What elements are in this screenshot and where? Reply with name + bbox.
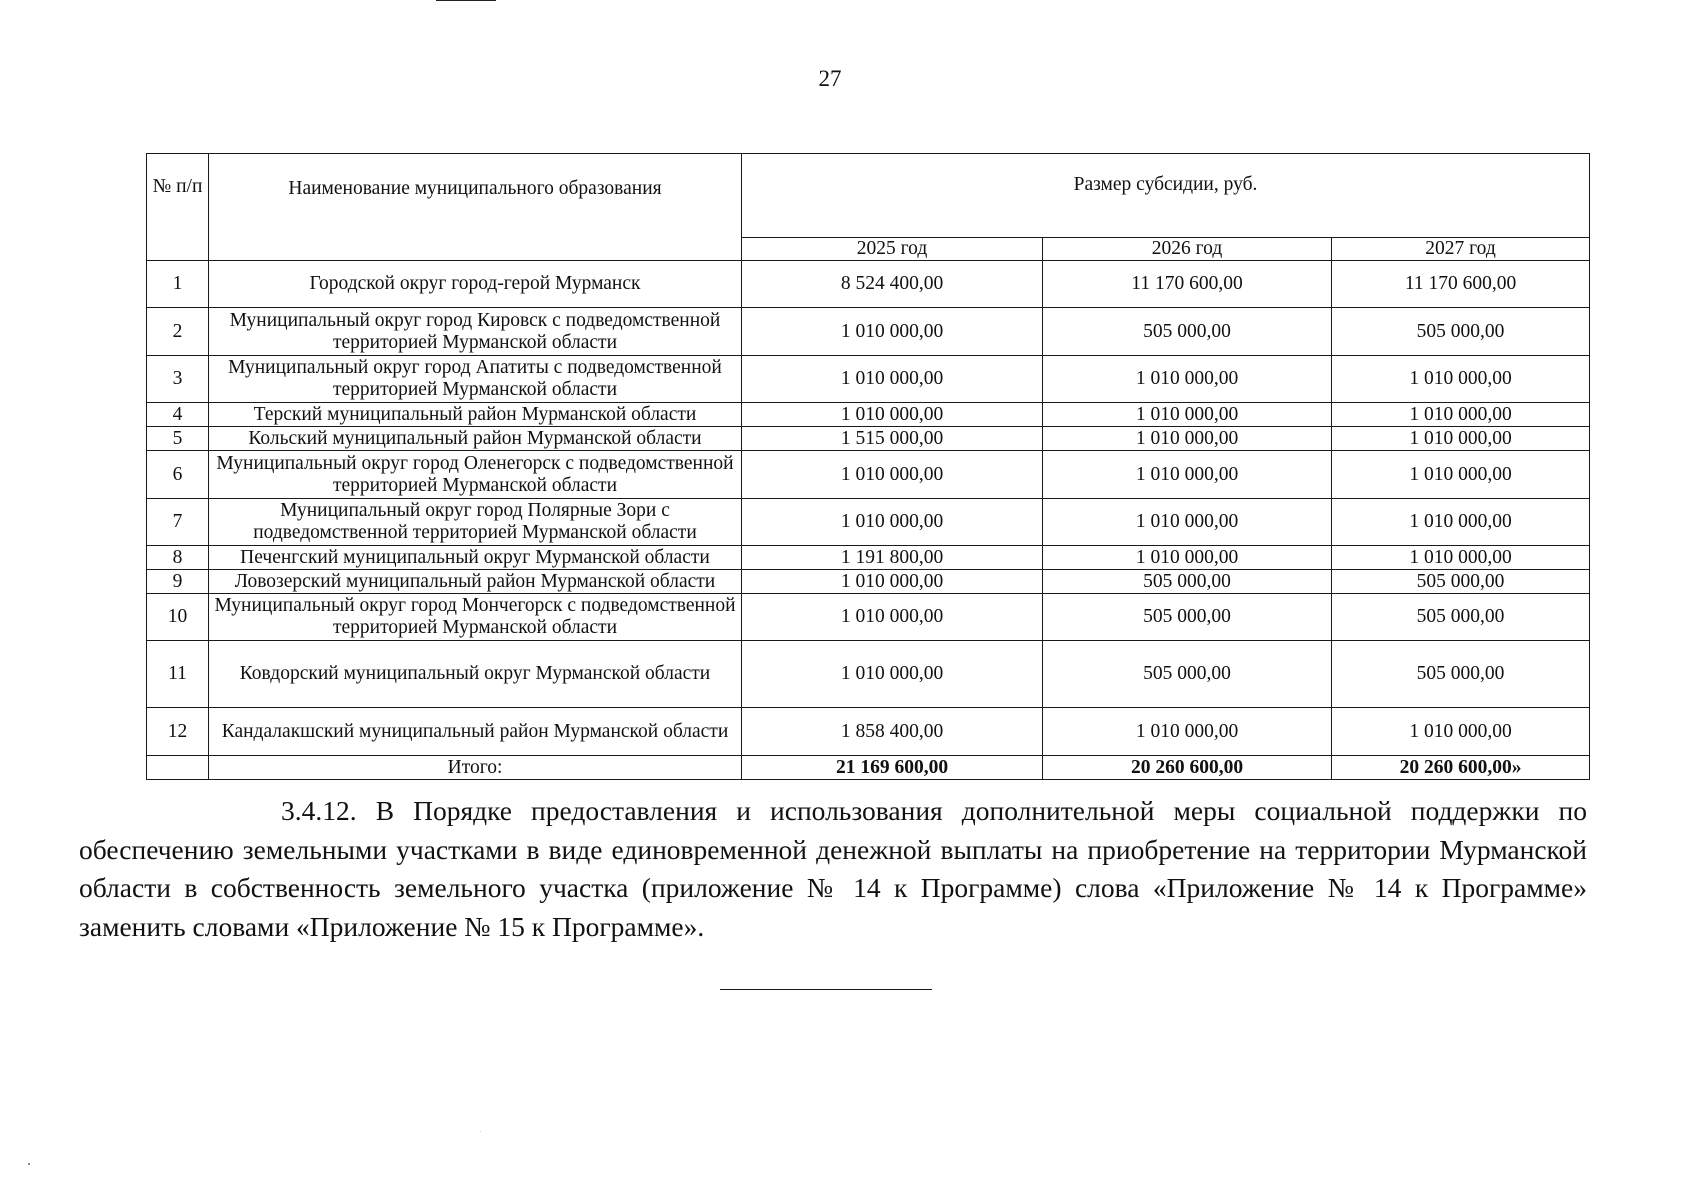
- row-2026: 1 010 000,00: [1043, 546, 1332, 570]
- amendment-paragraph: 3.4.12. В Порядке предоставления и использования дополнительной меры социальной поддержки по обеспечению земельными участками в виде единовременной денежной выплаты на приобретение на территории Мурманской области в собственность земельного участка (приложение № 14 к Программе) слова «Приложение № 14 к Программе» заменить словами «Приложение № 15 к Программе».: [79, 795, 1587, 942]
- row-2027: 11 170 600,00: [1332, 261, 1590, 308]
- row-2025: 1 010 000,00: [742, 594, 1043, 641]
- row-2026: 1 010 000,00: [1043, 708, 1332, 756]
- row-name: Кандалакшский муниципальный район Мурманской области: [209, 708, 742, 756]
- row-name: Муниципальный округ город Оленегорск с подведомственной территорией Мурманской области: [209, 451, 742, 499]
- row-2027: 1 010 000,00: [1332, 708, 1590, 756]
- row-2026: 1 010 000,00: [1043, 451, 1332, 499]
- row-2025: 1 010 000,00: [742, 308, 1043, 356]
- header-year-2025: 2025 год: [742, 238, 1043, 261]
- row-2026: 505 000,00: [1043, 308, 1332, 356]
- row-num: 8: [147, 546, 209, 570]
- row-2025: 1 010 000,00: [742, 451, 1043, 499]
- row-num: 4: [147, 403, 209, 427]
- table-row: [147, 708, 1590, 756]
- row-num: 6: [147, 451, 209, 499]
- row-2027: 505 000,00: [1332, 641, 1590, 708]
- scan-speck: [28, 1163, 30, 1165]
- row-name: Муниципальный округ город Мончегорск с подведомственной территорией Мурманской области: [209, 594, 742, 641]
- row-2026: 11 170 600,00: [1043, 261, 1332, 308]
- total-2026: 20 260 600,00: [1043, 756, 1332, 780]
- row-name: Муниципальный округ город Полярные Зори с подведомственной территорией Мурманской области: [209, 499, 742, 546]
- table-row: [147, 451, 1590, 499]
- row-2025: 8 524 400,00: [742, 261, 1043, 308]
- scan-speck: [480, 1131, 481, 1132]
- row-2025: 1 010 000,00: [742, 403, 1043, 427]
- row-num: 11: [147, 641, 209, 708]
- row-2026: 505 000,00: [1043, 570, 1332, 594]
- row-num: 12: [147, 708, 209, 756]
- row-num: 1: [147, 261, 209, 308]
- row-name: Муниципальный округ город Кировск с подведомственной территорией Мурманской области: [209, 308, 742, 356]
- row-2026: 1 010 000,00: [1043, 499, 1332, 546]
- row-name: Ковдорский муниципальный округ Мурманской области: [209, 641, 742, 708]
- total-label: Итого:: [209, 756, 742, 780]
- table-row: [147, 641, 1590, 708]
- row-name: Ловозерский муниципальный район Мурманской области: [209, 570, 742, 594]
- row-2027: 1 010 000,00: [1332, 356, 1590, 403]
- row-num: 2: [147, 308, 209, 356]
- row-2025: 1 010 000,00: [742, 499, 1043, 546]
- subsidy-table: [146, 153, 1590, 780]
- row-num: 9: [147, 570, 209, 594]
- row-2026: 505 000,00: [1043, 594, 1332, 641]
- row-2027: 505 000,00: [1332, 594, 1590, 641]
- row-2027: 1 010 000,00: [1332, 427, 1590, 451]
- total-row: [147, 756, 1590, 780]
- table-row: [147, 261, 1590, 308]
- row-2025: 1 191 800,00: [742, 546, 1043, 570]
- row-num: 3: [147, 356, 209, 403]
- table-row: [147, 570, 1590, 594]
- row-2027: 1 010 000,00: [1332, 499, 1590, 546]
- row-name: Городской округ город-герой Мурманск: [209, 261, 742, 308]
- header-year-2026: 2026 год: [1043, 238, 1332, 261]
- row-2025: 1 010 000,00: [742, 356, 1043, 403]
- top-rule: [436, 0, 496, 1]
- row-2027: 1 010 000,00: [1332, 403, 1590, 427]
- page-number: 27: [818, 66, 842, 91]
- total-num-empty: [147, 756, 209, 780]
- row-num: 5: [147, 427, 209, 451]
- row-2027: 1 010 000,00: [1332, 451, 1590, 499]
- table-row: [147, 403, 1590, 427]
- table-row: [147, 427, 1590, 451]
- row-2027: 505 000,00: [1332, 308, 1590, 356]
- total-2027: 20 260 600,00»: [1332, 756, 1590, 780]
- row-2026: 1 010 000,00: [1043, 356, 1332, 403]
- table-row: [147, 546, 1590, 570]
- table-row: [147, 356, 1590, 403]
- row-2026: 1 010 000,00: [1043, 403, 1332, 427]
- header-size: Размер субсидии, руб.: [742, 154, 1590, 238]
- header-year-2027: 2027 год: [1332, 238, 1590, 261]
- row-name: Печенгский муниципальный округ Мурманской области: [209, 546, 742, 570]
- row-2025: 1 858 400,00: [742, 708, 1043, 756]
- row-name: Кольский муниципальный район Мурманской области: [209, 427, 742, 451]
- table-row: [147, 594, 1590, 641]
- header-name: Наименование муниципального образования: [209, 154, 742, 261]
- row-2026: 1 010 000,00: [1043, 427, 1332, 451]
- end-rule: [720, 989, 932, 990]
- row-2026: 505 000,00: [1043, 641, 1332, 708]
- row-name: Терский муниципальный район Мурманской области: [209, 403, 742, 427]
- row-num: 7: [147, 499, 209, 546]
- row-2025: 1 010 000,00: [742, 641, 1043, 708]
- row-name: Муниципальный округ город Апатиты с подведомственной территорией Мурманской области: [209, 356, 742, 403]
- row-2025: 1 010 000,00: [742, 570, 1043, 594]
- table-row: [147, 499, 1590, 546]
- row-2025: 1 515 000,00: [742, 427, 1043, 451]
- header-num: № п/п: [147, 154, 209, 261]
- total-2025: 21 169 600,00: [742, 756, 1043, 780]
- row-2027: 505 000,00: [1332, 570, 1590, 594]
- row-2027: 1 010 000,00: [1332, 546, 1590, 570]
- table-row: [147, 308, 1590, 356]
- row-num: 10: [147, 594, 209, 641]
